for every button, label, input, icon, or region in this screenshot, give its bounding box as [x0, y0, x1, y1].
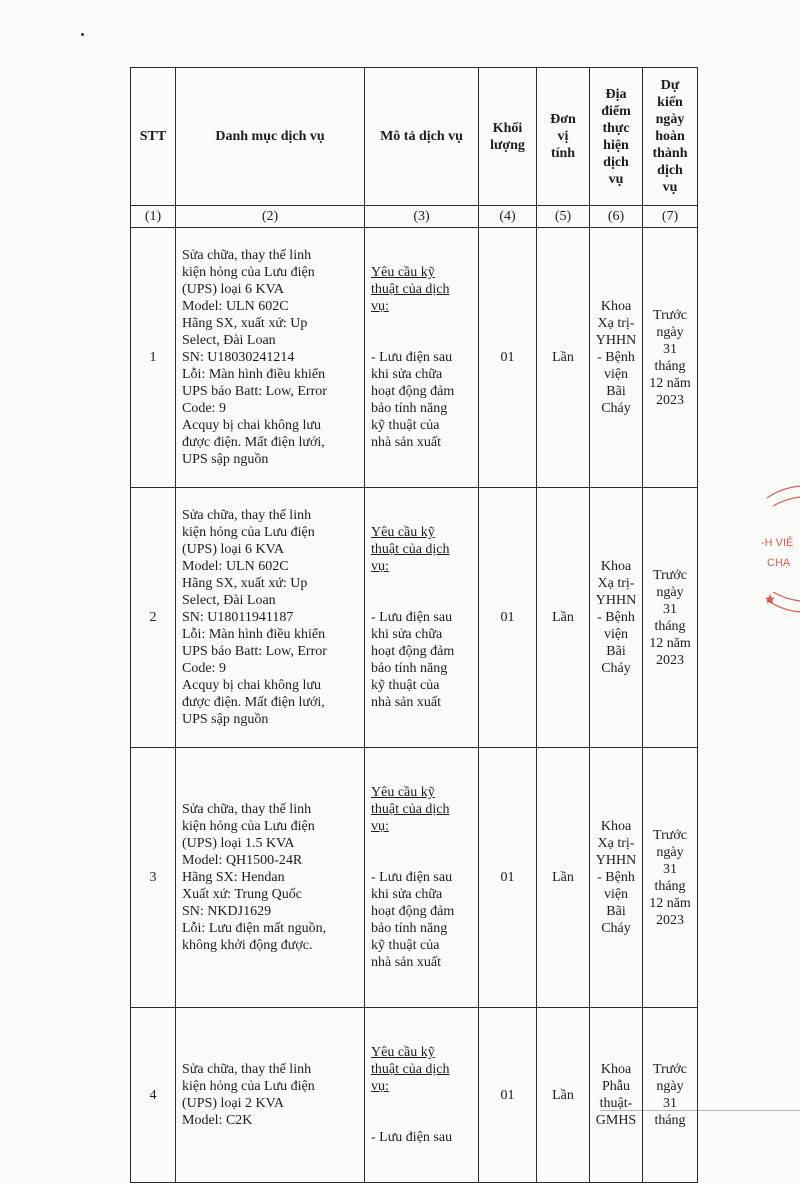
- requirement-label: Yêu cầu kỹ thuật của dịch vụ:: [371, 785, 450, 834]
- row-service: Sửa chữa, thay thế linh kiện hỏng của Lưu điện (UPS) loại 6 KVA Model: ULN 602C Hãng SX, xuất xứ: Up Select, Đài Loan SN: U18011941187 Lỗi: Màn hình điều khiển UPS báo Batt: Low, Error Code: 9 Acquy bị chai không lưu được điện. Mất điện lưới, UPS sập nguồn: [176, 488, 365, 748]
- row-location: Khoa Phẫu thuật- GMHS: [590, 1008, 643, 1183]
- column-number: (2): [176, 206, 365, 228]
- column-number: (7): [643, 206, 698, 228]
- column-number: (6): [590, 206, 643, 228]
- table-header-row: [131, 68, 698, 206]
- header-quantity: Khối lượng: [479, 68, 537, 206]
- requirement-text: - Lưu điện sau khi sửa chữa hoạt động đảm bảo tính năng kỹ thuật của nhà sản xuất: [371, 350, 455, 450]
- requirement-label: Yêu cầu kỹ thuật của dịch vụ:: [371, 265, 450, 314]
- row-quantity: 01: [479, 748, 537, 1008]
- column-number: (5): [537, 206, 590, 228]
- header-service: Danh mục dịch vụ: [176, 68, 365, 206]
- stamp-text-line2: CHẠ: [767, 557, 791, 569]
- header-description: Mô tả dịch vụ: [365, 68, 479, 206]
- row-location: Khoa Xạ trị- YHHN - Bệnh viện Bãi Cháy: [590, 228, 643, 488]
- row-location: Khoa Xạ trị- YHHN - Bệnh viện Bãi Cháy: [590, 748, 643, 1008]
- row-service: Sửa chữa, thay thế linh kiện hỏng của Lưu điện (UPS) loại 6 KVA Model: ULN 602C Hãng SX, xuất xứ: Up Select, Đài Loan SN: U18030241214 Lỗi: Màn hình điều khiển UPS báo Batt: Low, Error Code: 9 Acquy bị chai không lưu được điện. Mất điện lưới, UPS sập nguồn: [176, 228, 365, 488]
- stamp-inner-arc-bottom: [773, 592, 800, 601]
- scan-speck: [81, 33, 84, 36]
- row-stt: 2: [131, 488, 176, 748]
- row-description: [365, 228, 479, 488]
- header-unit: Đơn vị tính: [537, 68, 590, 206]
- requirement-text: - Lưu điện sau: [371, 1130, 453, 1145]
- row-unit: Lần: [537, 1008, 590, 1183]
- stamp-inner-arc-top: [773, 497, 800, 506]
- row-stt: 4: [131, 1008, 176, 1183]
- row-unit: Lần: [537, 488, 590, 748]
- column-number: (1): [131, 206, 176, 228]
- row-stt: 1: [131, 228, 176, 488]
- table-row: [131, 748, 698, 1008]
- header-stt: STT: [131, 68, 176, 206]
- row-description: [365, 748, 479, 1008]
- header-deadline: Dự kiến ngày hoàn thành dịch vụ: [643, 68, 698, 206]
- row-deadline: Trước ngày 31 tháng 12 năm 2023: [643, 748, 698, 1008]
- column-number-row: [131, 206, 698, 228]
- row-quantity: 01: [479, 488, 537, 748]
- row-deadline: Trước ngày 31 tháng 12 năm 2023: [643, 488, 698, 748]
- row-unit: Lần: [537, 748, 590, 1008]
- row-description: [365, 488, 479, 748]
- row-deadline: Trước ngày 31 tháng: [643, 1008, 698, 1183]
- requirement-text: - Lưu điện sau khi sửa chữa hoạt động đảm bảo tính năng kỹ thuật của nhà sản xuất: [371, 610, 455, 710]
- row-description: [365, 1008, 479, 1183]
- row-quantity: 01: [479, 1008, 537, 1183]
- row-unit: Lần: [537, 228, 590, 488]
- row-location: Khoa Xạ trị- YHHN - Bệnh viện Bãi Cháy: [590, 488, 643, 748]
- header-location: Địa điểm thực hiện dịch vụ: [590, 68, 643, 206]
- row-deadline: Trước ngày 31 tháng 12 năm 2023: [643, 228, 698, 488]
- row-service: Sửa chữa, thay thế linh kiện hỏng của Lưu điện (UPS) loại 2 KVA Model: C2K: [176, 1008, 365, 1183]
- stamp-text-line1: -H VIỆ: [761, 537, 794, 549]
- requirement-label: Yêu cầu kỹ thuật của dịch vụ:: [371, 525, 450, 574]
- column-number: (3): [365, 206, 479, 228]
- stamp-outer-arc-top: [767, 486, 800, 498]
- service-table: [130, 67, 698, 1183]
- table-row: [131, 228, 698, 488]
- red-seal-stamp: [755, 478, 800, 618]
- row-stt: 3: [131, 748, 176, 1008]
- column-number: (4): [479, 206, 537, 228]
- row-quantity: 01: [479, 228, 537, 488]
- requirement-text: - Lưu điện sau khi sửa chữa hoạt động đảm bảo tính năng kỹ thuật của nhà sản xuất: [371, 870, 455, 970]
- row-service: Sửa chữa, thay thế linh kiện hỏng của Lưu điện (UPS) loại 1.5 KVA Model: QH1500-24R Hãng SX: Hendan Xuất xứ: Trung Quốc SN: NKDJ1629 Lỗi: Lưu điện mất nguồn, không khởi động được.: [176, 748, 365, 1008]
- requirement-label: Yêu cầu kỹ thuật của dịch vụ:: [371, 1045, 450, 1094]
- table-row: [131, 488, 698, 748]
- table-row: [131, 1008, 698, 1183]
